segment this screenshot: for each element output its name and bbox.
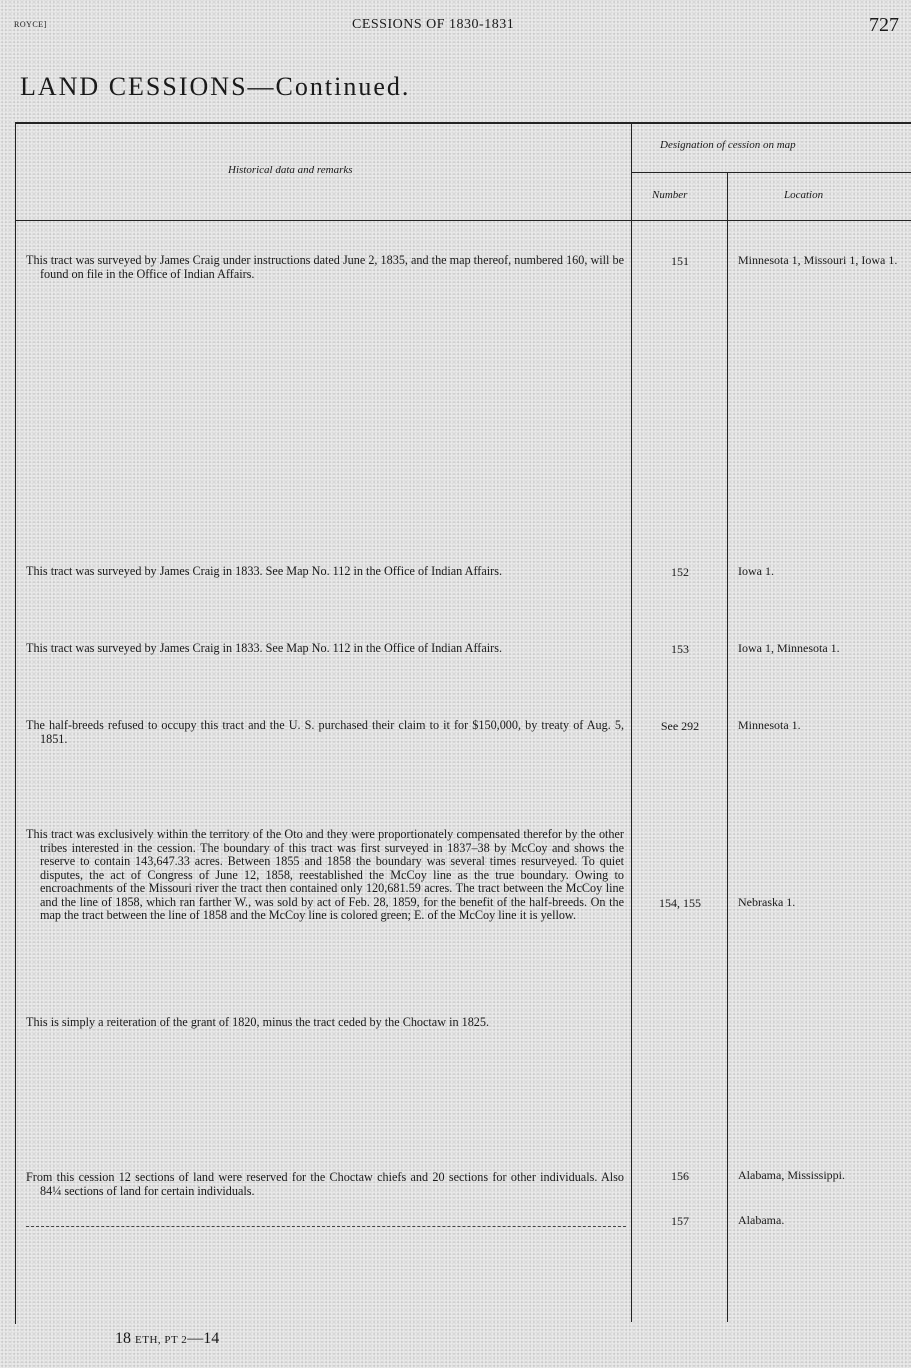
row-154-155-location: Nebraska 1. [738,895,796,909]
running-head-left: ROYCE] [14,20,47,29]
row-292-number: See 292 [660,719,700,733]
header-group-rule [631,172,911,173]
column-divider-remarks [631,122,632,1322]
row-156-number: 156 [671,1169,689,1183]
row-151-remarks: This tract was surveyed by James Craig under instructions dated June 2, 1835, and the map thereof, numbered 160, will be found on file in the Office of Indian Affairs. [26,253,624,281]
signature-sheet: —14 [187,1330,220,1347]
row-153-number: 153 [671,642,689,656]
row-152-number: 152 [671,565,689,579]
signature-mark [115,1330,219,1348]
row-152-location: Iowa 1. [738,564,774,578]
page-number: 727 [869,14,899,36]
row-154-155-remarks: This tract was exclusively within the territory of the Oto and they were proportionately compensated therefor by the other tribes interested in the cession. The boundary of this tract was first surveyed in 1837–38 by McCoy and shows the reserve to contain 143,647.33 acres. Between 1855 and 1858 the boundary was several times resurveyed. To quiet disputes, the act of Congress of June 12, 1858, reestablished the McCoy line as the true boundary. Owing to encroachments of the Missouri river the tract then contained only 120,681.59 acres. The tract between the McCoy line and the line of 1858, which ran farther W., was sold by act of Feb. 28, 1859, for the benefit of the half-breeds. On the map the tract between the line of 1858 and the McCoy line is colored green; E. of the McCoy line it is yellow. [26,827,624,922]
row-156-remarks: From this cession 12 sections of land were reserved for the Choctaw chiefs and 20 sections for other individuals. Also 84¼ sections of land for certain individuals. [26,1170,624,1198]
running-head-title: CESSIONS OF 1830-1831 [352,17,515,32]
header-number: Number [652,189,688,201]
header-historical-data: Historical data and remarks [228,164,353,176]
column-divider-number [727,172,728,1322]
row-157-location: Alabama. [738,1213,785,1227]
signature-number: 18 [115,1330,131,1347]
row-153-remarks: This tract was surveyed by James Craig in 1833. See Map No. 112 in the Office of Indian Affairs. [26,641,502,655]
row-reiteration-remarks: This is simply a reiteration of the grant of 1820, minus the tract ceded by the Choctaw in 1825. [26,1015,490,1029]
row-151-location: Minnesota 1, Missouri 1, Iowa 1. [738,253,898,267]
signature-label: ETH, PT 2 [135,1334,188,1346]
section-title: LAND CESSIONS—Continued. [20,72,411,101]
row-292-remarks: The half-breeds refused to occupy this tract and the U. S. purchased their claim to it for $150,000, by treaty of Aug. 5, 1851. [26,718,624,746]
header-designation: Designation of cession on map [660,139,796,151]
header-location: Location [784,189,824,201]
row-157-number: 157 [671,1214,689,1228]
row-156-location: Alabama, Mississippi. [738,1168,845,1182]
row-151-number: 151 [671,254,689,268]
row-153-location: Iowa 1, Minnesota 1. [738,641,840,655]
row-152-remarks: This tract was surveyed by James Craig in 1833. See Map No. 112 in the Office of Indian Affairs. [26,564,502,578]
header-bottom-rule [15,220,911,221]
dashed-rule [26,1226,626,1227]
row-154-155-number: 154, 155 [659,896,701,910]
row-292-location: Minnesota 1. [738,718,801,732]
